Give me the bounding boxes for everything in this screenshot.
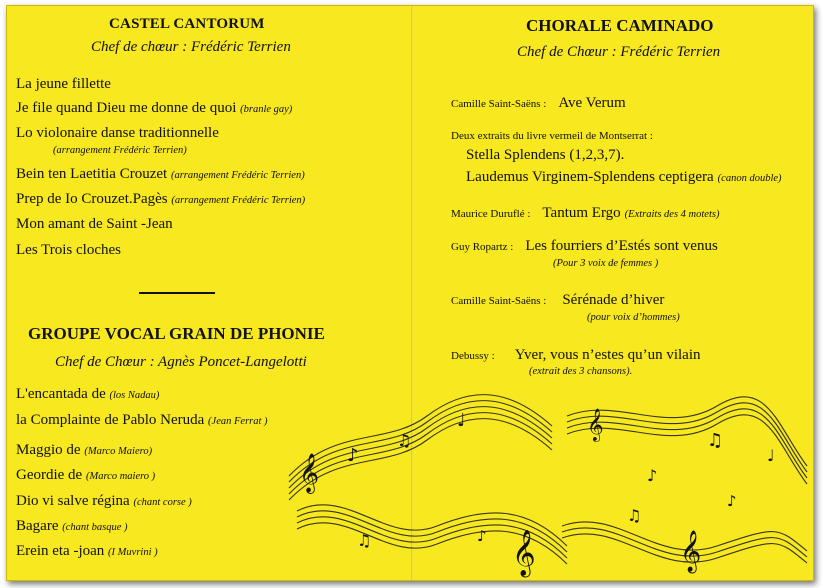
grain-item-7: Erein eta -joan (I Muvrini )	[16, 543, 158, 559]
grain-chef: Chef de Chœur : Agnès Poncet-Langelotti	[55, 354, 307, 370]
castel-item-6: Mon amant de Saint -Jean	[16, 216, 173, 232]
castel-item-3: Lo violonaire danse traditionnelle	[16, 125, 219, 141]
entry-laudemus: Laudemus Virginem-Splendens ceptigera (canon double)	[466, 169, 782, 185]
entry-serenade: Camille Saint-Saëns : Sérénade d’hiver	[451, 292, 665, 308]
castel-chef: Chef de chœur : Frédéric Terrien	[91, 39, 291, 55]
section-divider	[139, 292, 215, 294]
castel-item-1: La jeune fillette	[16, 76, 111, 92]
castel-item-2: Je file quand Dieu me donne de quoi (branle gay)	[16, 100, 293, 116]
grain-item-4: Geordie de (Marco maiero )	[16, 467, 156, 483]
svg-text:♫: ♫	[707, 430, 724, 451]
treble-clef-icon: 𝄞	[299, 453, 320, 493]
treble-clef-icon: 𝄞	[680, 531, 702, 572]
grain-title: GROUPE VOCAL GRAIN DE PHONIE	[28, 324, 325, 343]
program-sheet	[6, 5, 814, 581]
svg-text:♫: ♫	[397, 431, 412, 450]
entry-fourriers: Guy Ropartz : Les fourriers d’Estés sont venus	[451, 238, 718, 254]
grain-item-1: L'encantada de (los Nadau)	[16, 386, 160, 402]
svg-text:♩: ♩	[767, 446, 775, 465]
entry-tantum-ergo: Maurice Duruflé : Tantum Ergo (Extraits des 4 motets)	[451, 205, 720, 221]
caminado-title: CHORALE CAMINADO	[526, 16, 714, 35]
castel-item-7: Les Trois cloches	[16, 242, 121, 258]
svg-text:♩: ♩	[457, 410, 466, 431]
castel-title: CASTEL CANTORUM	[109, 16, 265, 32]
grain-item-3: Maggio de (Marco Maiero)	[16, 442, 153, 458]
castel-item-5: Prep de Io Crouzet.Pagès (arrangement Frédéric Terrien)	[16, 191, 306, 207]
svg-text:♪: ♪	[727, 492, 737, 510]
svg-text:♪: ♪	[477, 527, 487, 545]
grain-item-6: Bagare (chant basque )	[16, 518, 128, 534]
entry-stella: Stella Splendens (1,2,3,7).	[466, 147, 625, 163]
grain-item-2: la Complainte de Pablo Neruda (Jean Ferrat )	[16, 412, 268, 428]
entry-fourriers-note: (Pour 3 voix de femmes )	[553, 258, 659, 269]
caminado-chef: Chef de Chœur : Frédéric Terrien	[517, 44, 721, 60]
svg-text:♫: ♫	[357, 531, 372, 550]
entry-yver-note: (extrait des 3 chansons).	[529, 366, 633, 377]
treble-clef-icon: 𝄞	[512, 530, 536, 576]
castel-item-4: Bein ten Laetitia Crouzet (arrangement Frédéric Terrien)	[16, 166, 305, 182]
svg-text:♪: ♪	[647, 466, 658, 485]
castel-item-3-note: (arrangement Frédéric Terrien)	[53, 145, 187, 156]
grain-item-5: Dio vi salve régina (chant corse )	[16, 493, 192, 509]
entry-montserrat-composer: Deux extraits du livre vermeil de Montserrat :	[451, 130, 653, 142]
entry-serenade-note: (pour voix d’hommes)	[587, 312, 680, 323]
entry-ave-verum: Camille Saint-Saëns : Ave Verum	[451, 95, 626, 111]
svg-text:♪: ♪	[347, 445, 359, 466]
svg-text:♫: ♫	[627, 506, 642, 525]
entry-yver: Debussy : Yver, vous n’estes qu’un vilain	[451, 347, 701, 363]
treble-clef-icon: 𝄞	[587, 408, 604, 441]
